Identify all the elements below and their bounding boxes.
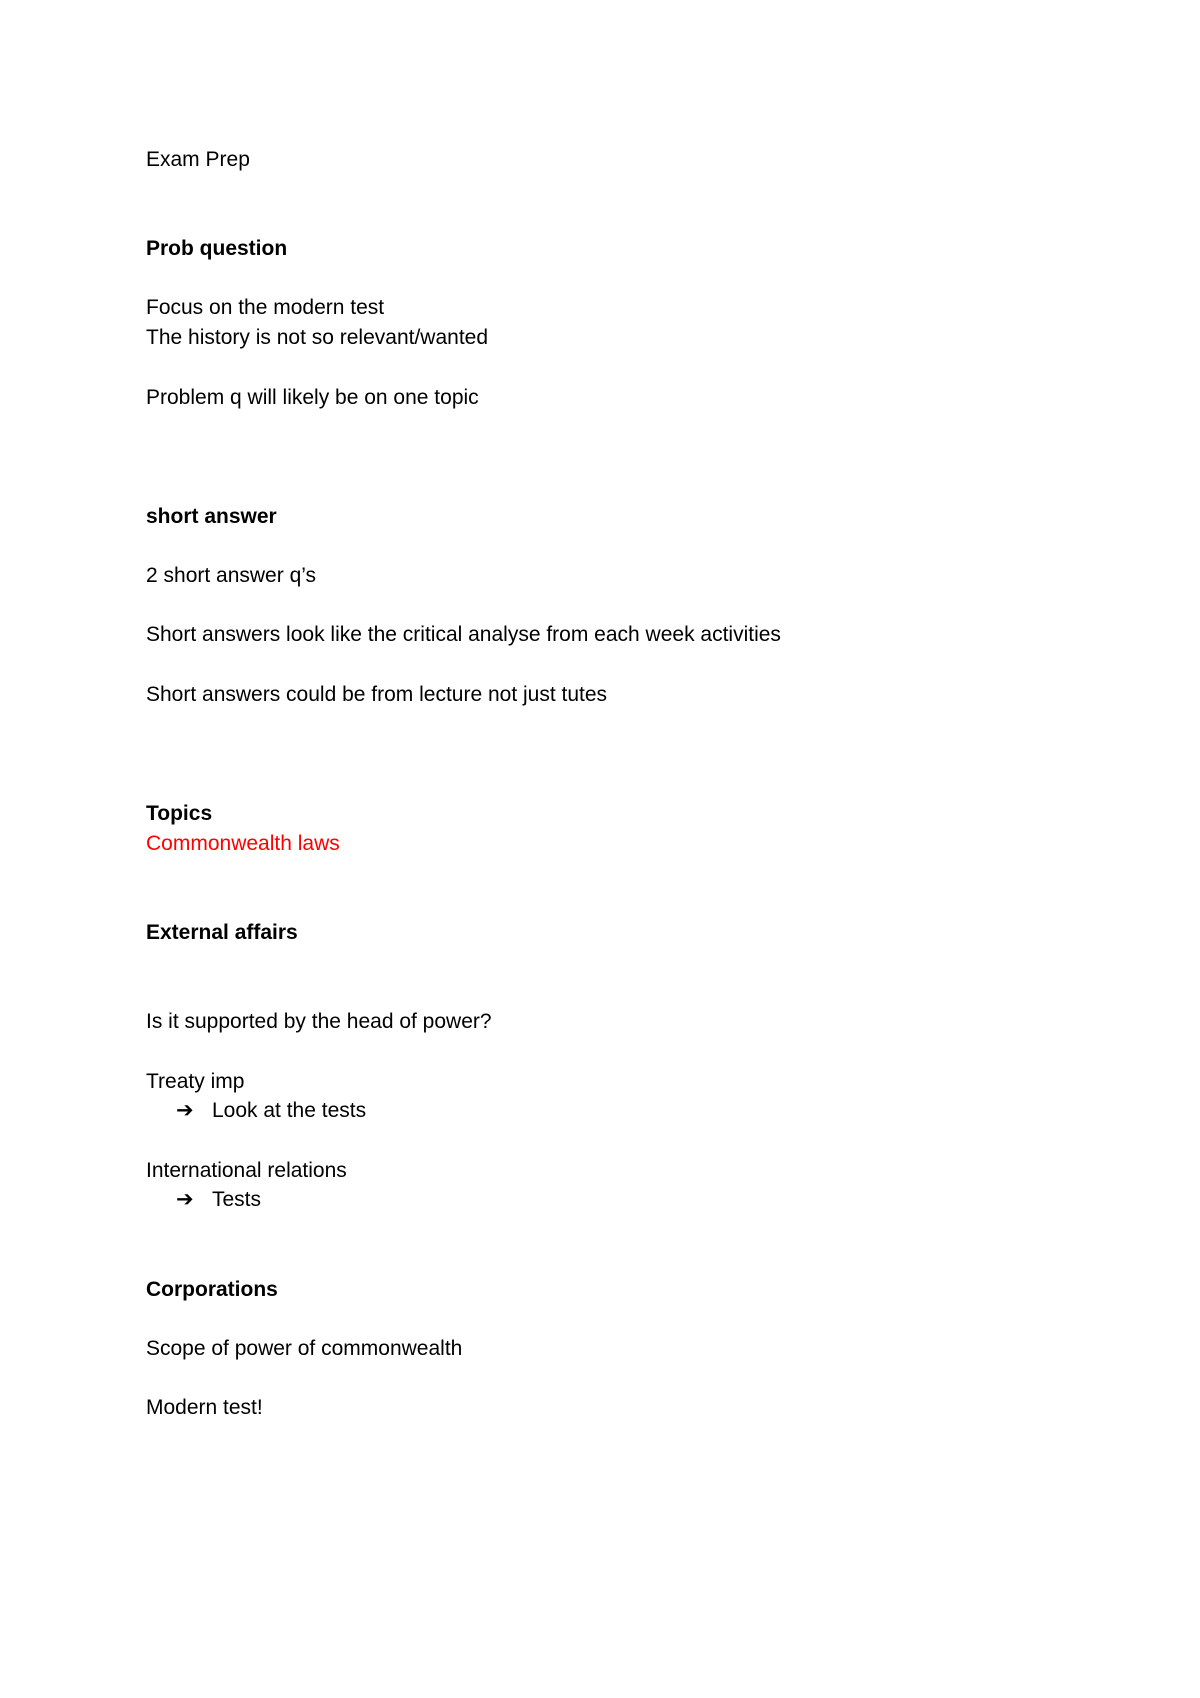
treaty-bullet-text: Look at the tests — [212, 1099, 367, 1122]
corporations-line-2: Modern test! — [146, 1396, 263, 1419]
short-line-1: 2 short answer q’s — [146, 564, 317, 587]
heading-short-answer: short answer — [146, 505, 277, 528]
heading-external-affairs: External affairs — [146, 921, 298, 944]
prob-line-3: Problem q will likely be on one topic — [146, 386, 479, 409]
short-line-3: Short answers could be from lecture not just tutes — [146, 683, 608, 706]
intl-bullet-text: Tests — [212, 1188, 262, 1211]
prob-line-1: Focus on the modern test — [146, 296, 385, 319]
prob-line-2: The history is not so relevant/wanted — [146, 326, 489, 349]
heading-corporations: Corporations — [146, 1278, 278, 1301]
heading-topics: Topics — [146, 802, 213, 825]
document-title: Exam Prep — [146, 148, 250, 171]
arrow-right-icon: ➔ — [176, 1188, 194, 1211]
topic-commonwealth-laws: Commonwealth laws — [146, 832, 340, 855]
short-line-2: Short answers look like the critical analyse from each week activities — [146, 623, 781, 646]
intl-line: International relations — [146, 1159, 347, 1182]
corporations-line-1: Scope of power of commonwealth — [146, 1337, 463, 1360]
external-question: Is it supported by the head of power? — [146, 1010, 492, 1033]
treaty-bullet — [176, 1097, 366, 1125]
intl-bullet — [176, 1186, 261, 1214]
treaty-line: Treaty imp — [146, 1070, 245, 1093]
heading-prob-question: Prob question — [146, 237, 288, 260]
arrow-right-icon: ➔ — [176, 1099, 194, 1122]
